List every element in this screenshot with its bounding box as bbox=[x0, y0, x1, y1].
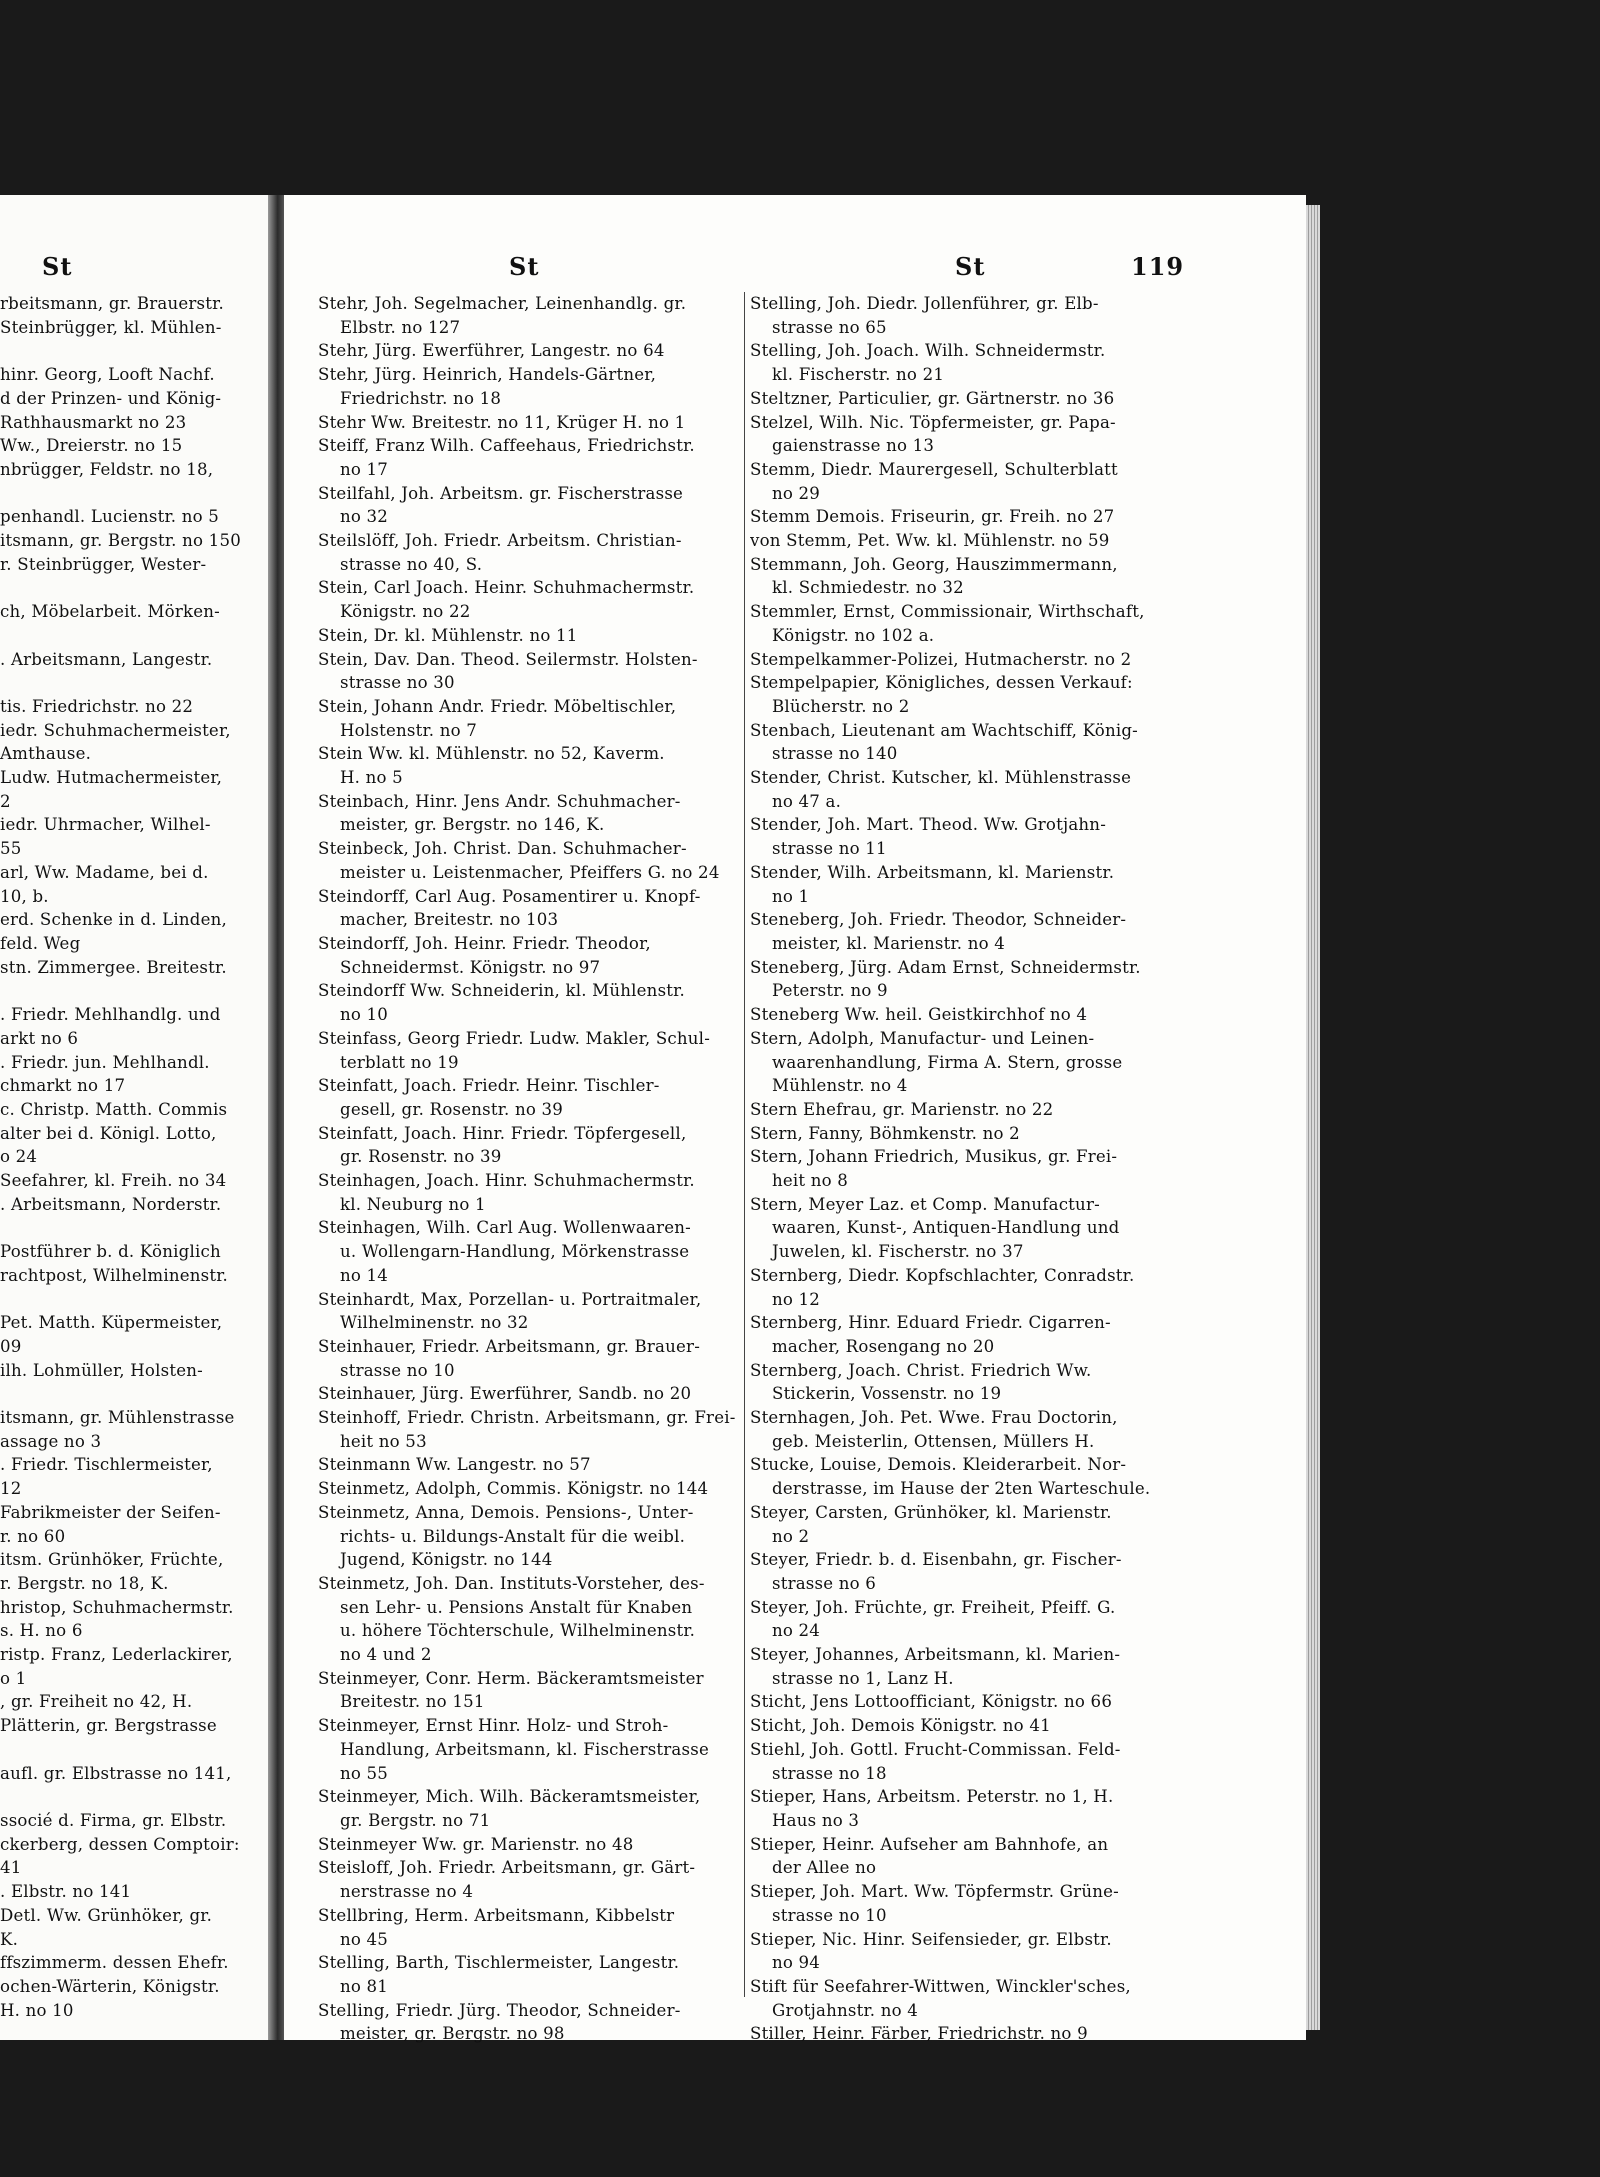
directory-line bbox=[0, 576, 262, 600]
directory-line: Ludw. Hutmachermeister, bbox=[0, 768, 223, 788]
directory-line: Steneberg, Joh. Friedr. Theodor, Schneider- bbox=[750, 910, 1127, 930]
directory-line: meister u. Leistenmacher, Pfeiffers G. no 24 bbox=[340, 862, 720, 882]
directory-line: Steinmeyer, Conr. Herm. Bäckeramtsmeister bbox=[318, 1668, 704, 1688]
directory-line: Stender, Joh. Mart. Theod. Ww. Grotjahn- bbox=[750, 815, 1106, 835]
directory-line: Stehr, Jürg. Ewerführer, Langestr. no 64 bbox=[318, 341, 665, 361]
directory-line bbox=[0, 624, 262, 648]
directory-line: Stieper, Joh. Mart. Ww. Töpfermstr. Grüne- bbox=[750, 1882, 1119, 1902]
directory-line: Jugend, Königstr. no 144 bbox=[340, 1550, 553, 1570]
directory-line: Stiehl, Joh. Gottl. Frucht-Commissan. Feld- bbox=[750, 1739, 1121, 1759]
directory-line: Stift für Seefahrer-Wittwen, Winckler'sches, bbox=[750, 1976, 1131, 1996]
directory-line: Stender, Wilh. Arbeitsmann, kl. Marienstr. bbox=[750, 862, 1115, 882]
directory-line: aufl. gr. Elbstrasse no 141, bbox=[0, 1763, 232, 1783]
directory-line: H. no 10 bbox=[0, 2000, 74, 2020]
directory-line: gesell, gr. Rosenstr. no 39 bbox=[340, 1099, 564, 1119]
directory-line: Steinmetz, Anna, Demois. Pensions-, Unter- bbox=[318, 1502, 694, 1522]
directory-line bbox=[0, 671, 262, 695]
directory-line: macher, Breitestr. no 103 bbox=[340, 910, 559, 930]
directory-line: . Friedr. jun. Mehlhandl. bbox=[0, 1052, 210, 1072]
directory-line: Steinfatt, Joach. Friedr. Heinr. Tischler- bbox=[318, 1076, 660, 1096]
directory-line bbox=[0, 1216, 262, 1240]
directory-line: gr. Bergstr. no 71 bbox=[340, 1811, 491, 1830]
directory-line: no 10 bbox=[340, 1005, 389, 1025]
directory-line: strasse no 10 bbox=[340, 1360, 455, 1380]
directory-line: . Arbeitsmann, Langestr. bbox=[0, 649, 213, 669]
column-divider bbox=[744, 292, 745, 1997]
directory-line: no 55 bbox=[340, 1763, 389, 1783]
directory-line: ffszimmerm. dessen Ehefr. bbox=[0, 1953, 229, 1973]
directory-line: hinr. Georg, Looft Nachf. bbox=[0, 365, 215, 385]
directory-line: penhandl. Lucienstr. no 5 bbox=[0, 507, 220, 527]
directory-line: meister, kl. Marienstr. no 4 bbox=[772, 933, 1006, 953]
directory-line: 55 bbox=[0, 839, 22, 859]
directory-line: feld. Weg bbox=[0, 933, 81, 953]
directory-line: Stern, Johann Friedrich, Musikus, gr. Frei- bbox=[750, 1147, 1118, 1167]
directory-line: strasse no 6 bbox=[772, 1573, 877, 1593]
directory-line: itsmann, gr. Mühlenstrasse bbox=[0, 1408, 235, 1428]
directory-line: Steinbach, Hinr. Jens Andr. Schuhmacher- bbox=[318, 791, 681, 811]
directory-line: Stern, Adolph, Manufactur- und Leinen- bbox=[750, 1028, 1095, 1048]
directory-line: assage no 3 bbox=[0, 1431, 102, 1451]
directory-line: Stellbring, Herm. Arbeitsmann, Kibbelstr bbox=[318, 1905, 675, 1925]
directory-line: Wilhelminenstr. no 32 bbox=[340, 1313, 529, 1333]
directory-line: Steinhardt, Max, Porzellan- u. Portraitmaler, bbox=[318, 1289, 702, 1309]
directory-line: 2 bbox=[0, 791, 11, 811]
directory-line: Königstr. no 102 a. bbox=[772, 625, 935, 645]
directory-line: Seefahrer, kl. Freih. no 34 bbox=[0, 1171, 227, 1191]
directory-line: itsm. Grünhöker, Früchte, bbox=[0, 1550, 224, 1570]
directory-line: no 12 bbox=[772, 1289, 821, 1309]
directory-line: strasse no 140 bbox=[772, 744, 898, 764]
directory-line: Blücherstr. no 2 bbox=[772, 696, 910, 716]
directory-line: Stieper, Heinr. Aufseher am Bahnhofe, an bbox=[750, 1834, 1109, 1854]
directory-line: Steyer, Carsten, Grünhöker, kl. Marienstr. bbox=[750, 1502, 1112, 1522]
directory-line: no 94 bbox=[772, 1953, 821, 1973]
directory-line: r. Steinbrügger, Wester- bbox=[0, 554, 207, 574]
right-column bbox=[750, 292, 1182, 2046]
directory-line: Steinhauer, Friedr. Arbeitsmann, gr. Brauer- bbox=[318, 1336, 700, 1356]
directory-line bbox=[0, 339, 262, 363]
directory-line: r. Bergstr. no 18, K. bbox=[0, 1573, 169, 1593]
directory-line: gr. Rosenstr. no 39 bbox=[340, 1147, 502, 1167]
directory-line: 41 bbox=[0, 1858, 22, 1878]
directory-line: richts- u. Bildungs-Anstalt für die weibl. bbox=[340, 1526, 686, 1546]
directory-line: 09 bbox=[0, 1336, 22, 1356]
directory-line bbox=[0, 482, 262, 506]
page-number: 119 bbox=[1131, 252, 1185, 281]
directory-line: waaren, Kunst-, Antiquen-Handlung und bbox=[772, 1218, 1120, 1238]
directory-line: Stemmann, Joh. Georg, Hauszimmermann, bbox=[750, 554, 1118, 574]
directory-line: tis. Friedrichstr. no 22 bbox=[0, 696, 194, 716]
directory-line: itsmann, gr. Bergstr. no 150 bbox=[0, 531, 241, 551]
directory-line: Stemm Demois. Friseurin, gr. Freih. no 27 bbox=[750, 507, 1115, 527]
directory-line: Stelling, Joh. Diedr. Jollenführer, gr. Elb- bbox=[750, 294, 1099, 313]
directory-line: Steinhagen, Wilh. Carl Aug. Wollenwaaren- bbox=[318, 1218, 691, 1238]
directory-line: Steinbrügger, kl. Mühlen- bbox=[0, 317, 222, 337]
directory-line: Steneberg, Jürg. Adam Ernst, Schneidermstr. bbox=[750, 957, 1141, 977]
directory-line: Friedrichstr. no 18 bbox=[340, 388, 502, 408]
directory-line: Stieper, Nic. Hinr. Seifensieder, gr. Elbstr. bbox=[750, 1929, 1112, 1949]
directory-line: heit no 53 bbox=[340, 1431, 427, 1451]
directory-line: Stelling, Barth, Tischlermeister, Langestr. bbox=[318, 1953, 680, 1973]
directory-line: Steinhauer, Jürg. Ewerführer, Sandb. no 20 bbox=[318, 1384, 692, 1404]
directory-line: no 32 bbox=[340, 507, 389, 527]
directory-line: no 14 bbox=[340, 1265, 389, 1285]
directory-line: arkt no 6 bbox=[0, 1028, 79, 1048]
directory-line: Steyer, Johannes, Arbeitsmann, kl. Marien- bbox=[750, 1645, 1121, 1665]
directory-line: Stiller, Heinr. Färber, Friedrichstr. no 9 bbox=[750, 2024, 1088, 2044]
directory-line: Steltzner, Particulier, gr. Gärtnerstr. no 36 bbox=[750, 388, 1115, 408]
directory-line: Stein, Dav. Dan. Theod. Seilermstr. Holsten- bbox=[318, 649, 698, 669]
directory-line: gaienstrasse no 13 bbox=[772, 436, 935, 456]
directory-line: Steilfahl, Joh. Arbeitsm. gr. Fischerstrasse bbox=[318, 483, 684, 503]
directory-line: strasse no 18 bbox=[772, 1763, 887, 1783]
directory-line bbox=[0, 1785, 262, 1809]
directory-line: no 81 bbox=[340, 1976, 389, 1996]
directory-line: Steyer, Friedr. b. d. Eisenbahn, gr. Fischer- bbox=[750, 1550, 1122, 1570]
directory-line: Steinmeyer Ww. gr. Marienstr. no 48 bbox=[318, 1834, 634, 1854]
directory-line: von Stemm, Pet. Ww. kl. Mühlenstr. no 59 bbox=[750, 531, 1110, 551]
directory-line: Sternberg, Joach. Christ. Friedrich Ww. bbox=[750, 1360, 1092, 1380]
directory-line: ochen-Wärterin, Königstr. bbox=[0, 1976, 220, 1996]
directory-line: H. no 5 bbox=[340, 768, 403, 788]
directory-line: strasse no 65 bbox=[772, 317, 887, 337]
directory-line: chmarkt no 17 bbox=[0, 1076, 126, 1096]
directory-line: nerstrasse no 4 bbox=[340, 1882, 474, 1902]
directory-line: Königstr. no 22 bbox=[340, 602, 471, 622]
directory-line: Stein Ww. kl. Mühlenstr. no 52, Kaverm. bbox=[318, 744, 665, 764]
directory-line: Sternberg, Diedr. Kopfschlachter, Conradstr. bbox=[750, 1265, 1135, 1285]
directory-line: strasse no 1, Lanz H. bbox=[772, 1668, 954, 1688]
directory-line: Steneberg Ww. heil. Geistkirchhof no 4 bbox=[750, 1005, 1088, 1025]
directory-line: Sternhagen, Joh. Pet. Wwe. Frau Doctorin, bbox=[750, 1408, 1118, 1428]
directory-line: no 1 bbox=[772, 886, 810, 906]
directory-line: waarenhandlung, Firma A. Stern, grosse bbox=[772, 1052, 1123, 1072]
directory-line: u. höhere Töchterschule, Wilhelminenstr. bbox=[340, 1621, 696, 1641]
directory-line: Stender, Christ. Kutscher, kl. Mühlenstrasse bbox=[750, 768, 1132, 788]
directory-line: Stein, Johann Andr. Friedr. Möbeltischler, bbox=[318, 696, 677, 716]
directory-line: no 2 bbox=[772, 1526, 810, 1546]
directory-line: meister, gr. Bergstr. no 146, K. bbox=[340, 815, 605, 835]
directory-line: strasse no 40, S. bbox=[340, 554, 483, 574]
directory-line: no 17 bbox=[340, 459, 389, 479]
directory-line: Stehr Ww. Breitestr. no 11, Krüger H. no 1 bbox=[318, 412, 686, 432]
directory-line: Detl. Ww. Grünhöker, gr. bbox=[0, 1905, 213, 1925]
directory-line: Stemmler, Ernst, Commissionair, Wirthschaft, bbox=[750, 602, 1145, 622]
directory-line: iedr. Uhrmacher, Wilhel- bbox=[0, 815, 211, 835]
directory-line: Stelzel, Wilh. Nic. Töpfermeister, gr. Papa- bbox=[750, 412, 1116, 432]
directory-line: u. Wollengarn-Handlung, Mörkenstrasse bbox=[340, 1242, 690, 1262]
directory-line: Elbstr. no 127 bbox=[340, 317, 461, 337]
directory-line: d der Prinzen- und König- bbox=[0, 388, 222, 408]
directory-line bbox=[0, 1288, 262, 1312]
directory-line: Stelling, Joh. Joach. Wilh. Schneidermstr. bbox=[750, 341, 1106, 361]
directory-line: Juwelen, kl. Fischerstr. no 37 bbox=[772, 1242, 1024, 1262]
right-column-header: St bbox=[955, 252, 986, 281]
left-page-column bbox=[0, 292, 262, 2022]
directory-line: Ww., Dreierstr. no 15 bbox=[0, 436, 183, 456]
directory-line: 12 bbox=[0, 1479, 22, 1499]
directory-line: kl. Schmiedestr. no 32 bbox=[772, 578, 964, 598]
directory-line: Stickerin, Vossenstr. no 19 bbox=[772, 1384, 1002, 1404]
directory-line: no 29 bbox=[772, 483, 821, 503]
directory-line: stn. Zimmergee. Breitestr. bbox=[0, 957, 227, 977]
directory-line: Handlung, Arbeitsmann, kl. Fischerstrasse bbox=[340, 1739, 709, 1759]
directory-line: terblatt no 19 bbox=[340, 1052, 459, 1072]
directory-line: 10, b. bbox=[0, 886, 49, 906]
directory-line: strasse no 10 bbox=[772, 1905, 887, 1925]
directory-line: ristp. Franz, Lederlackirer, bbox=[0, 1645, 233, 1665]
directory-line: Stehr, Jürg. Heinrich, Handels-Gärtner, bbox=[318, 365, 657, 385]
directory-line: Stein, Dr. kl. Mühlenstr. no 11 bbox=[318, 625, 578, 645]
directory-line: kl. Fischerstr. no 21 bbox=[772, 365, 945, 385]
directory-line: erd. Schenke in d. Linden, bbox=[0, 910, 227, 930]
directory-line: . Friedr. Tischlermeister, bbox=[0, 1455, 213, 1475]
directory-line: Steinmeyer, Ernst Hinr. Holz- und Stroh- bbox=[318, 1716, 669, 1736]
directory-line: no 4 und 2 bbox=[340, 1645, 432, 1665]
directory-line: derstrasse, im Hause der 2ten Warteschule. bbox=[772, 1479, 1151, 1499]
directory-line: kl. Neuburg no 1 bbox=[340, 1194, 486, 1214]
directory-line: Steindorff, Carl Aug. Posamentirer u. Knopf- bbox=[318, 886, 701, 906]
directory-line: alter bei d. Königl. Lotto, bbox=[0, 1123, 217, 1143]
directory-line: Stucke, Louise, Demois. Kleiderarbeit. Nor- bbox=[750, 1455, 1127, 1475]
directory-line: ssocié d. Firma, gr. Elbstr. bbox=[0, 1811, 227, 1830]
left-page-header: St bbox=[42, 252, 73, 281]
directory-line: Stehr, Joh. Segelmacher, Leinenhandlg. gr. bbox=[318, 294, 687, 313]
directory-line: Stenbach, Lieutenant am Wachtschiff, König- bbox=[750, 720, 1138, 740]
directory-line: nbrügger, Feldstr. no 18, bbox=[0, 459, 214, 479]
directory-line: no 45 bbox=[340, 1929, 389, 1949]
directory-line: Postführer b. d. Königlich bbox=[0, 1242, 221, 1262]
directory-line: Stemm, Diedr. Maurergesell, Schulterblatt bbox=[750, 459, 1118, 479]
directory-line: s. H. no 6 bbox=[0, 1621, 83, 1641]
directory-line: Steindorff Ww. Schneiderin, kl. Mühlenstr. bbox=[318, 981, 685, 1001]
page-edges bbox=[1306, 205, 1320, 2030]
directory-line: macher, Rosengang no 20 bbox=[772, 1336, 995, 1356]
directory-line: strasse no 11 bbox=[772, 839, 887, 859]
directory-line: , gr. Freiheit no 42, H. bbox=[0, 1692, 193, 1712]
directory-line: Stelling, Friedr. Jürg. Theodor, Schneider- bbox=[318, 2000, 681, 2020]
directory-line: Stern, Fanny, Böhmkenstr. no 2 bbox=[750, 1123, 1020, 1143]
directory-line: Stempelpapier, Königliches, dessen Verkauf: bbox=[750, 673, 1133, 693]
directory-line: sen Lehr- u. Pensions Anstalt für Knaben bbox=[340, 1597, 693, 1617]
directory-line: no 24 bbox=[772, 1621, 821, 1641]
directory-line: Breitestr. no 151 bbox=[340, 1692, 485, 1712]
directory-line bbox=[0, 1738, 262, 1762]
directory-line: Stieper, Hans, Arbeitsm. Peterstr. no 1, H. bbox=[750, 1787, 1114, 1807]
directory-line: rbeitsmann, gr. Brauerstr. bbox=[0, 294, 224, 313]
book-gutter bbox=[268, 195, 284, 2040]
directory-line: . Arbeitsmann, Norderstr. bbox=[0, 1194, 222, 1214]
directory-line: heit no 8 bbox=[772, 1171, 849, 1191]
directory-line: Steiff, Franz Wilh. Caffeehaus, Friedrichstr. bbox=[318, 436, 695, 456]
directory-line: c. Christp. Matth. Commis bbox=[0, 1099, 228, 1119]
directory-line: K. bbox=[0, 1929, 19, 1949]
directory-line: Amthause. bbox=[0, 744, 92, 764]
directory-line: Sticht, Jens Lottoofficiant, Königstr. no 66 bbox=[750, 1692, 1113, 1712]
directory-line: Steinfass, Georg Friedr. Ludw. Makler, Schul- bbox=[318, 1028, 710, 1048]
directory-line: Steinfatt, Joach. Hinr. Friedr. Töpfergesell, bbox=[318, 1123, 687, 1143]
directory-line: Steinmeyer, Mich. Wilh. Bäckeramtsmeister, bbox=[318, 1787, 701, 1807]
directory-line: no 47 a. bbox=[772, 791, 842, 811]
directory-line: Steinhoff, Friedr. Christn. Arbeitsmann, gr. Frei- bbox=[318, 1408, 736, 1428]
directory-line: Haus no 3 bbox=[772, 1811, 860, 1830]
directory-line: Sternberg, Hinr. Eduard Friedr. Cigarren- bbox=[750, 1313, 1111, 1333]
directory-line: meister, gr. Bergstr. no 98 bbox=[340, 2024, 565, 2044]
directory-line: Stein, Carl Joach. Heinr. Schuhmachermstr. bbox=[318, 578, 695, 598]
directory-line: r. no 60 bbox=[0, 1526, 66, 1546]
directory-line: Fabrikmeister der Seifen- bbox=[0, 1502, 221, 1522]
directory-line: Steinmann Ww. Langestr. no 57 bbox=[318, 1455, 591, 1475]
directory-line bbox=[0, 979, 262, 1003]
directory-line: Sticht, Joh. Demois Königstr. no 41 bbox=[750, 1716, 1051, 1736]
directory-line: geb. Meisterlin, Ottensen, Müllers H. bbox=[772, 1431, 1095, 1451]
directory-line: Holstenstr. no 7 bbox=[340, 720, 478, 740]
directory-line: der Allee no bbox=[772, 1858, 877, 1878]
directory-line: ch, Möbelarbeit. Mörken- bbox=[0, 602, 220, 622]
directory-line: Steinmetz, Adolph, Commis. Königstr. no 144 bbox=[318, 1479, 709, 1499]
directory-line: Steinmetz, Joh. Dan. Instituts-Vorsteher, des- bbox=[318, 1573, 705, 1593]
directory-line: . Friedr. Mehlhandlg. und bbox=[0, 1005, 221, 1025]
directory-line: iedr. Schuhmachermeister, bbox=[0, 720, 231, 740]
directory-line bbox=[0, 1382, 262, 1406]
directory-line: Stern, Meyer Laz. et Comp. Manufactur- bbox=[750, 1194, 1100, 1214]
directory-line: Rathhausmarkt no 23 bbox=[0, 412, 187, 432]
directory-line: strasse no 30 bbox=[340, 673, 455, 693]
directory-line: Mühlenstr. no 4 bbox=[772, 1076, 908, 1096]
directory-line: Plätterin, gr. Bergstrasse bbox=[0, 1716, 217, 1736]
directory-line: o 1 bbox=[0, 1668, 27, 1688]
directory-line: Steilslöff, Joh. Friedr. Arbeitsm. Christian- bbox=[318, 531, 682, 551]
directory-line: Steisloff, Joh. Friedr. Arbeitsmann, gr. Gärt- bbox=[318, 1858, 696, 1878]
directory-line: Stern Ehefrau, gr. Marienstr. no 22 bbox=[750, 1099, 1054, 1119]
middle-column bbox=[318, 292, 741, 2046]
directory-line: Schneidermst. Königstr. no 97 bbox=[340, 957, 601, 977]
directory-line: rachtpost, Wilhelminenstr. bbox=[0, 1265, 229, 1285]
directory-line: . Elbstr. no 141 bbox=[0, 1882, 132, 1902]
directory-line: Peterstr. no 9 bbox=[772, 981, 888, 1001]
directory-line: Steinbeck, Joh. Christ. Dan. Schuhmacher- bbox=[318, 839, 687, 859]
directory-line: ckerberg, dessen Comptoir: bbox=[0, 1834, 240, 1854]
directory-line: ilh. Lohmüller, Holsten- bbox=[0, 1360, 203, 1380]
directory-line: arl, Ww. Madame, bei d. bbox=[0, 862, 209, 882]
directory-line: Stempelkammer-Polizei, Hutmacherstr. no 2 bbox=[750, 649, 1132, 669]
directory-line: Steindorff, Joh. Heinr. Friedr. Theodor, bbox=[318, 933, 651, 953]
directory-line: Steinhagen, Joach. Hinr. Schuhmachermstr. bbox=[318, 1171, 695, 1191]
directory-line: Pet. Matth. Küpermeister, bbox=[0, 1313, 223, 1333]
directory-line: o 24 bbox=[0, 1147, 38, 1167]
directory-line: hristop, Schuhmachermstr. bbox=[0, 1597, 234, 1617]
directory-line: Grotjahnstr. no 4 bbox=[772, 2000, 919, 2020]
directory-line: Steyer, Joh. Früchte, gr. Freiheit, Pfeiff. G. bbox=[750, 1597, 1116, 1617]
middle-column-header: St bbox=[509, 252, 540, 281]
